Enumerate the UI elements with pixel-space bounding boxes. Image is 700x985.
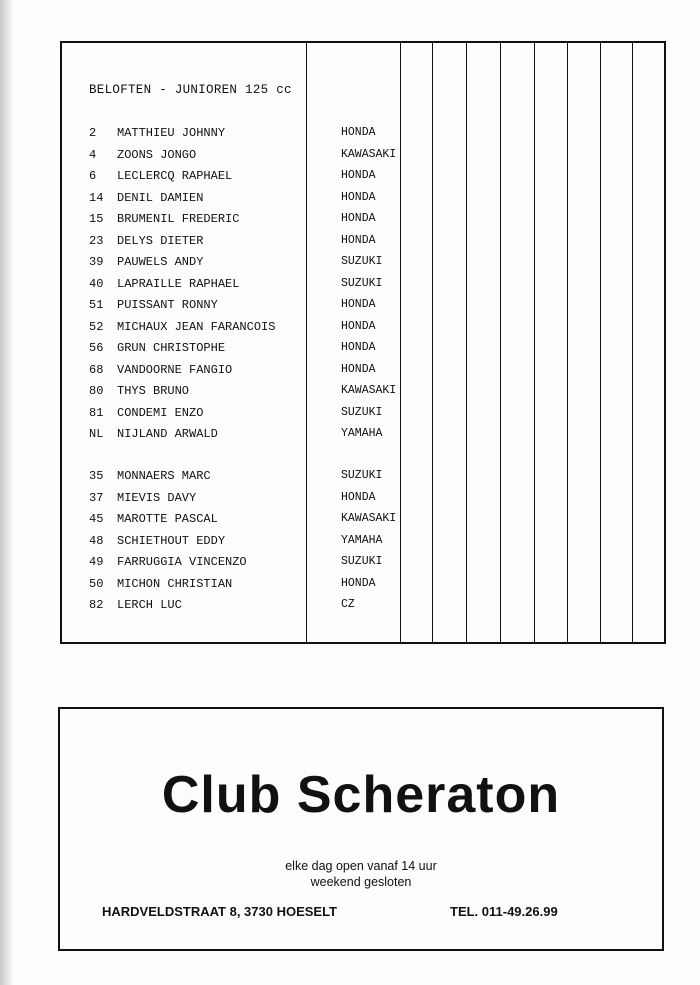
rider-name: CONDEMI ENZO — [117, 405, 204, 420]
rider-name: MIEVIS DAVY — [117, 490, 197, 505]
rider-number: 68 — [89, 362, 104, 377]
ad-phone: TEL. 011-49.26.99 — [450, 904, 558, 919]
rider-brand: HONDA — [341, 126, 376, 139]
rider-number: 52 — [89, 319, 104, 334]
column-divider — [400, 43, 401, 642]
column-divider — [632, 43, 633, 642]
rider-number: 37 — [89, 490, 104, 505]
rider-brand: HONDA — [341, 490, 376, 504]
rider-brand: KAWASAKI — [341, 512, 397, 525]
rider-name: DENIL DAMIEN — [117, 190, 204, 205]
rider-number: 81 — [89, 405, 104, 420]
rider-brand: HONDA — [341, 576, 376, 590]
rider-brand: SUZUKI — [341, 405, 383, 419]
ad-weekend-note: weekend gesloten — [310, 875, 412, 889]
rider-number: 45 — [89, 512, 104, 526]
ad-title: Club Scheraton — [161, 766, 561, 824]
rider-number: 56 — [89, 341, 104, 355]
rider-brand: CZ — [341, 598, 355, 611]
rider-name: LECLERCQ RAPHAEL — [117, 169, 233, 183]
rider-number: NL — [89, 427, 104, 441]
rider-name: DELYS DIETER — [117, 233, 204, 248]
rider-brand: SUZUKI — [341, 276, 383, 290]
rider-brand: HONDA — [341, 212, 376, 225]
rider-number: 50 — [89, 576, 104, 591]
rider-brand: HONDA — [341, 169, 376, 182]
column-divider — [600, 43, 601, 642]
rider-brand: SUZUKI — [341, 555, 383, 568]
rider-number: 6 — [89, 169, 97, 183]
rider-name: GRUN CHRISTOPHE — [117, 341, 226, 355]
rider-name: LAPRAILLE RAPHAEL — [117, 276, 240, 291]
rider-name: BRUMENIL FREDERIC — [117, 212, 240, 226]
rider-brand: HONDA — [341, 190, 376, 204]
rider-number: 2 — [89, 126, 97, 140]
rider-number: 15 — [89, 212, 104, 226]
rider-name: ZOONS JONGO — [117, 147, 197, 162]
rider-number: 23 — [89, 233, 104, 248]
list-title: BELOFTEN - JUNIOREN 125 cc — [89, 83, 292, 97]
rider-brand: HONDA — [341, 298, 376, 311]
advertisement — [58, 707, 664, 951]
rider-number: 4 — [89, 147, 97, 162]
rider-brand: KAWASAKI — [341, 147, 397, 161]
rider-name: THYS BRUNO — [117, 384, 190, 398]
rider-brand: HONDA — [341, 341, 376, 354]
rider-name: VANDOORNE FANGIO — [117, 362, 233, 377]
rider-brand: KAWASAKI — [341, 384, 397, 397]
rider-number: 51 — [89, 298, 104, 312]
rider-name: MATTHIEU JOHNNY — [117, 126, 226, 140]
rider-name: MONNAERS MARC — [117, 469, 211, 483]
rider-brand: YAMAHA — [341, 533, 383, 547]
rider-name: MICHAUX JEAN FARANCOIS — [117, 319, 276, 334]
ad-address: HARDVELDSTRAAT 8, 3730 HOESELT — [102, 904, 338, 919]
rider-brand: SUZUKI — [341, 255, 383, 268]
rider-number: 80 — [89, 384, 104, 398]
rider-name: FARRUGGIA VINCENZO — [117, 555, 247, 569]
rider-name: PUISSANT RONNY — [117, 298, 218, 312]
rider-brand: HONDA — [341, 319, 376, 333]
rider-brand: YAMAHA — [341, 427, 383, 440]
column-divider — [500, 43, 501, 642]
page-edge-shadow — [0, 0, 14, 985]
rider-number: 35 — [89, 469, 104, 483]
rider-brand: SUZUKI — [341, 469, 383, 482]
rider-number: 39 — [89, 255, 104, 269]
rider-name: SCHIETHOUT EDDY — [117, 533, 226, 548]
rider-name: NIJLAND ARWALD — [117, 427, 218, 441]
rider-table — [60, 41, 666, 644]
rider-name: MAROTTE PASCAL — [117, 512, 218, 526]
column-divider — [432, 43, 433, 642]
column-divider — [534, 43, 535, 642]
column-divider — [567, 43, 568, 642]
column-divider — [306, 43, 307, 642]
rider-number: 40 — [89, 276, 104, 291]
column-divider — [466, 43, 467, 642]
rider-number: 49 — [89, 555, 104, 569]
rider-name: PAUWELS ANDY — [117, 255, 204, 269]
rider-name: MICHON CHRISTIAN — [117, 576, 233, 591]
ad-opening-hours: elke dag open vanaf 14 uur — [285, 859, 437, 873]
rider-name: LERCH LUC — [117, 598, 182, 612]
rider-number: 82 — [89, 598, 104, 612]
rider-number: 14 — [89, 190, 104, 205]
rider-number: 48 — [89, 533, 104, 548]
rider-brand: HONDA — [341, 362, 376, 376]
rider-brand: HONDA — [341, 233, 376, 247]
